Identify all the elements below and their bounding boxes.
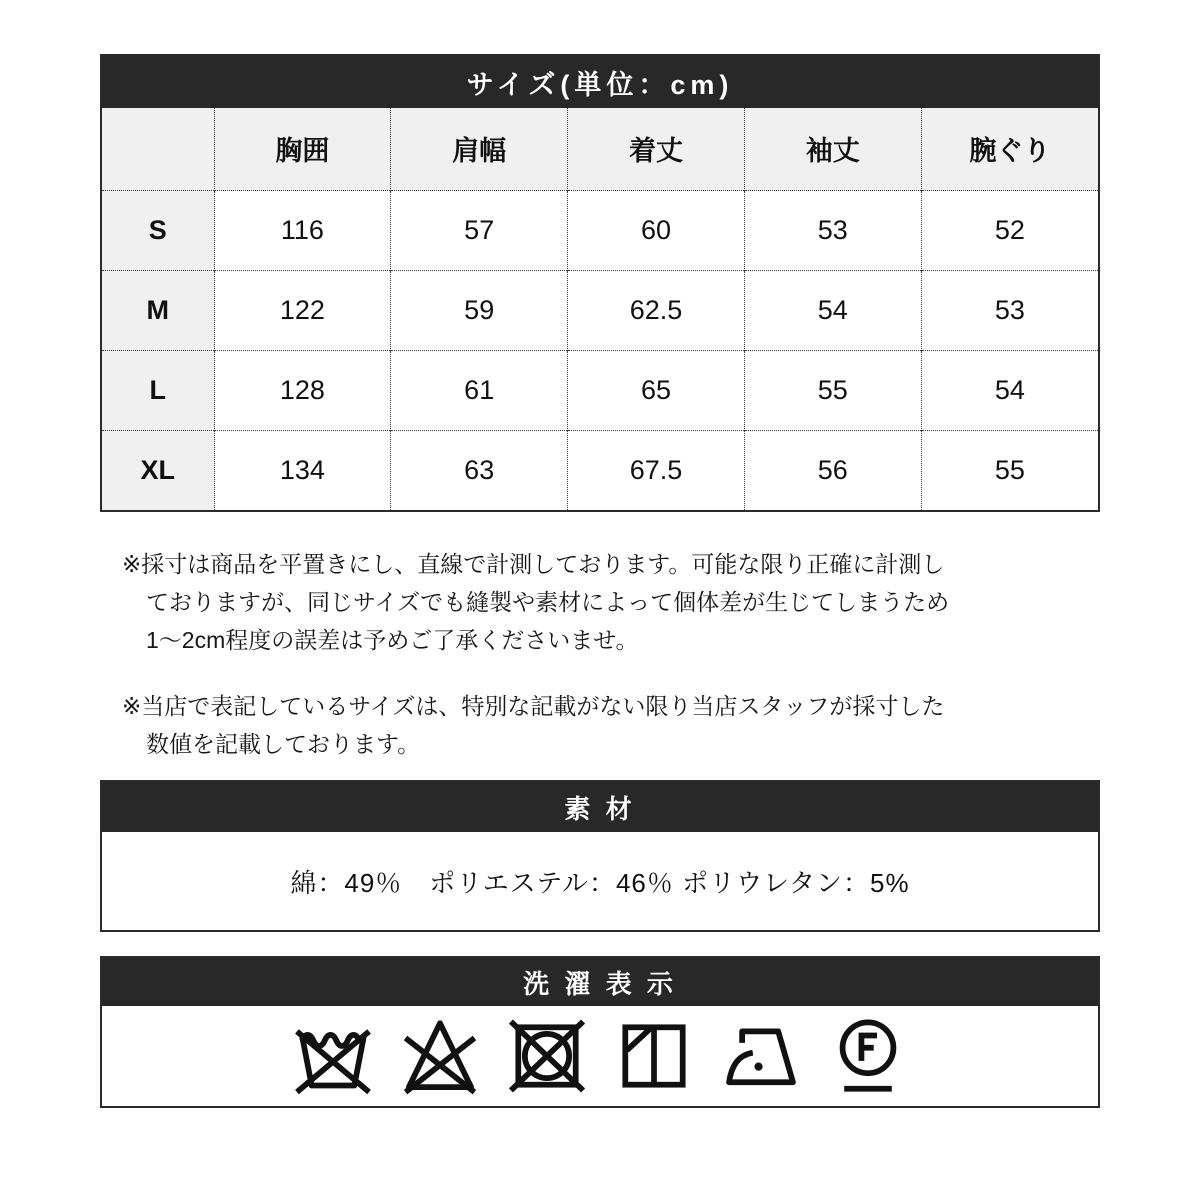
size-label: XL (102, 430, 214, 510)
measurement-notes (122, 545, 982, 763)
note-staff-measured (122, 687, 982, 763)
table-row-xl (102, 430, 1098, 510)
size-chart (100, 54, 1100, 512)
dry-clean-petroleum-gentle-icon (827, 1013, 909, 1099)
cell-value: 57 (391, 190, 568, 270)
do-not-wash-icon (292, 1013, 374, 1099)
cell-value: 54 (744, 270, 921, 350)
cell-value: 116 (214, 190, 391, 270)
laundry-care-box (100, 956, 1100, 1108)
cell-value: 122 (214, 270, 391, 350)
cell-value: 55 (921, 430, 1098, 510)
note-line: 数値を記載しております。 (146, 731, 421, 757)
table-row-m (102, 270, 1098, 350)
size-label: M (102, 270, 214, 350)
cell-value: 55 (744, 350, 921, 430)
cell-value: 54 (921, 350, 1098, 430)
size-table (102, 108, 1098, 510)
cell-value: 65 (568, 350, 745, 430)
cell-value: 56 (744, 430, 921, 510)
table-row-l (102, 350, 1098, 430)
table-row-s (102, 190, 1098, 270)
cell-value: 60 (568, 190, 745, 270)
cell-value: 62.5 (568, 270, 745, 350)
size-label: L (102, 350, 214, 430)
column-header-sleeve: 袖丈 (744, 108, 921, 190)
size-table-header-row (102, 108, 1098, 190)
size-label: S (102, 190, 214, 270)
cell-value: 128 (214, 350, 391, 430)
note-line: ※当店で表記しているサイズは、特別な記載がない限り当店スタッフが採寸した (122, 693, 945, 719)
cell-value: 53 (921, 270, 1098, 350)
cell-value: 59 (391, 270, 568, 350)
cell-value: 67.5 (568, 430, 745, 510)
material-title: 素 材 (102, 782, 1098, 832)
cell-value: 52 (921, 190, 1098, 270)
column-header-chest: 胸囲 (214, 108, 391, 190)
note-line: 1〜2cm程度の誤差は予めご了承くださいませ。 (146, 627, 639, 653)
note-line: ておりますが、同じサイズでも縫製や素材によって個体差が生じてしまうため (146, 589, 950, 615)
line-dry-in-shade-icon (613, 1013, 695, 1099)
cell-value: 63 (391, 430, 568, 510)
note-measurement-accuracy (122, 545, 982, 659)
cell-value: 134 (214, 430, 391, 510)
laundry-care-icons (102, 1006, 1098, 1106)
size-chart-title: サイズ(単位：cm) (102, 56, 1098, 108)
do-not-bleach-icon (399, 1013, 481, 1099)
note-line: ※採寸は商品を平置きにし、直線で計測しております。可能な限り正確に計測し (122, 551, 945, 577)
corner-cell (102, 108, 214, 190)
column-header-length: 着丈 (568, 108, 745, 190)
cell-value: 61 (391, 350, 568, 430)
cell-value: 53 (744, 190, 921, 270)
laundry-care-title: 洗 濯 表 示 (102, 958, 1098, 1006)
do-not-tumble-dry-icon (506, 1013, 588, 1099)
column-header-armhole: 腕ぐり (921, 108, 1098, 190)
iron-low-heat-icon (720, 1013, 802, 1099)
material-box (100, 780, 1100, 932)
material-composition: 綿：49％ ポリエステル：46％ ポリウレタン：5% (290, 867, 910, 898)
column-header-shoulder: 肩幅 (391, 108, 568, 190)
